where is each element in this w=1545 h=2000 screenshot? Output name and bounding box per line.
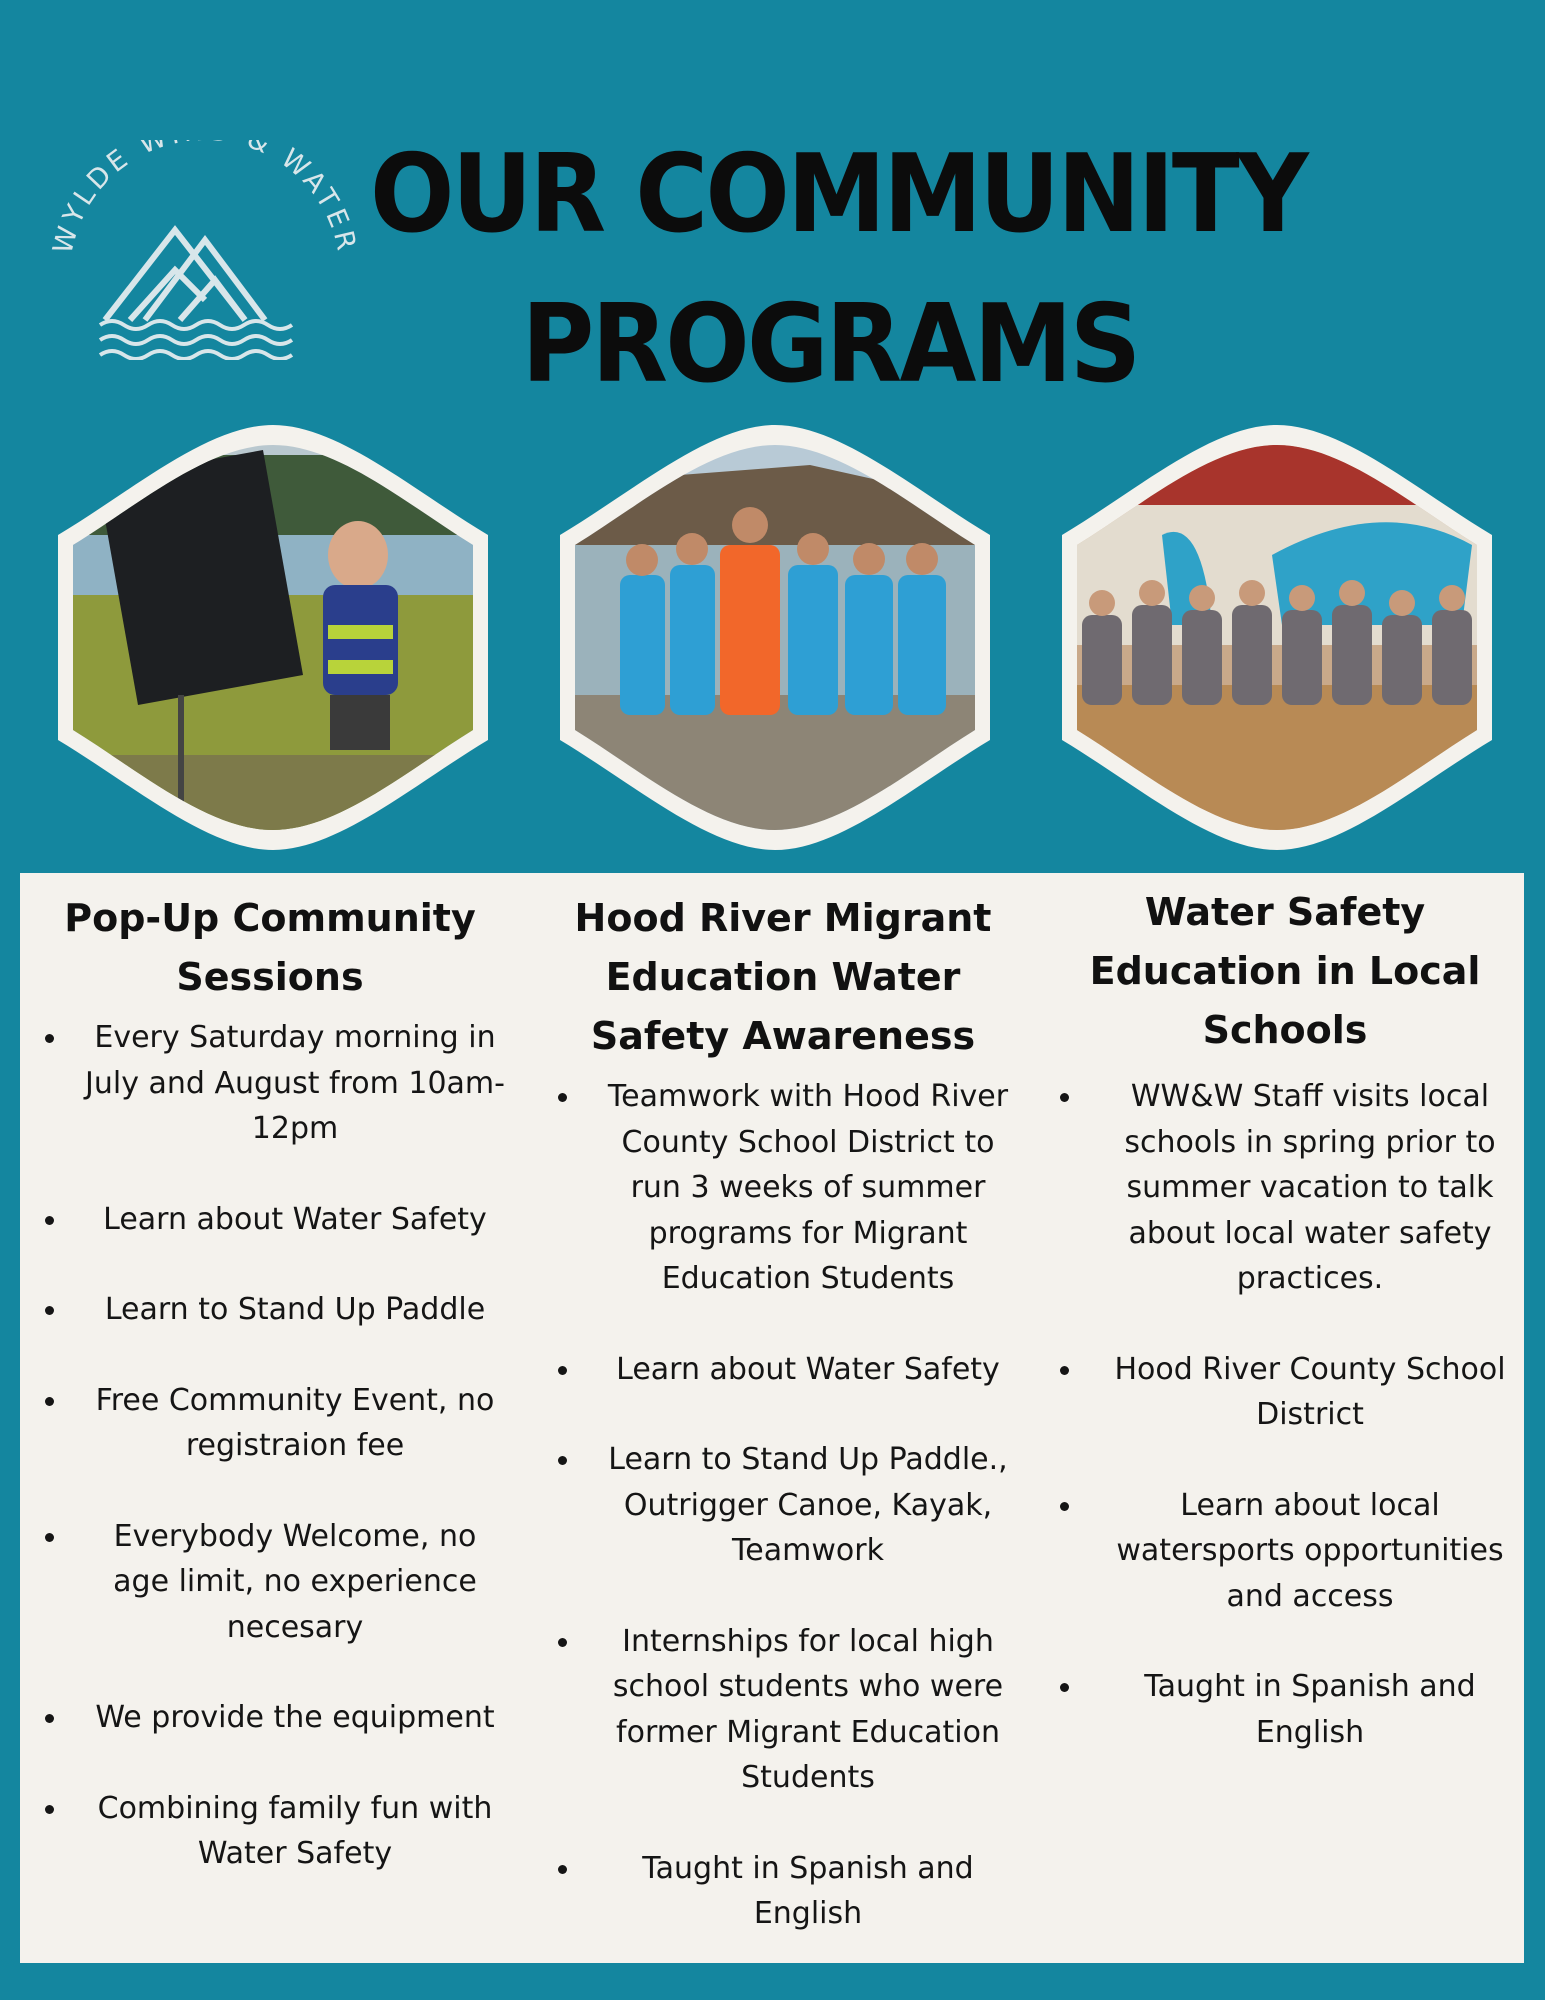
bullet-icon [45,1805,54,1814]
list-item-text: We provide the equipment [95,1700,495,1735]
bullet-icon [45,1306,54,1315]
list-item [1050,1483,1520,1620]
list-item-text: Taught in Spanish and English [1144,1669,1476,1750]
logo-text: WYLDE W & WATER [47,140,360,257]
list-item [35,1514,505,1651]
list-item-text: Everybody Welcome, no age limit, no experience necesary [113,1518,477,1645]
bullet-icon [1060,1683,1069,1692]
list-item [548,1074,1018,1302]
program-list [35,1015,505,1877]
list-item-text: Hood River County School District [1114,1351,1506,1432]
program-heading: Hood River Migrant Education Water Safety Awareness [574,896,992,1058]
list-item-text: Every Saturday morning in July and August from 10am-12pm [85,1020,505,1146]
list-item-text: WW&W Staff visits local schools in spring prior to summer vacation to talk about local water safety practices. [1124,1079,1496,1296]
bullet-icon [45,1216,54,1225]
brand-logo [30,140,360,360]
list-item [1050,1074,1520,1302]
bullet-icon [558,1456,567,1465]
program-heading: Pop-Up Community Sessions [64,896,476,999]
program-migrant-education [548,889,1018,1982]
list-item-text: Teamwork with Hood River County School District to run 3 weeks of summer programs for Migrant Education Students [607,1079,1009,1296]
list-item [1050,1347,1520,1438]
list-item [548,1846,1018,1937]
list-item [35,1378,505,1469]
program-popup-sessions [35,889,505,1922]
bullet-icon [1060,1093,1069,1102]
program-heading: Water Safety Education in Local Schools [1089,890,1481,1052]
list-item [548,1437,1018,1574]
photo-local-schools [1062,425,1492,850]
bullet-icon [1060,1366,1069,1375]
program-local-schools [1050,883,1520,1800]
list-item [35,1786,505,1877]
list-item [35,1695,505,1741]
title-line-1: OUR COMMUNITY [370,132,1307,257]
list-item-text: Learn about local watersports opportunities and access [1116,1487,1504,1614]
bullet-icon [1060,1502,1069,1511]
page-title [370,120,1307,420]
bullet-icon [558,1638,567,1647]
mountain-waves-icon [30,140,360,360]
bullet-icon [45,1397,54,1406]
list-item [35,1197,505,1243]
photo-popup-session [58,425,488,850]
bullet-icon [45,1533,54,1542]
list-item-text: Learn to Stand Up Paddle., Outrigger Canoe, Kayak, Teamwork [608,1442,1008,1568]
list-item [1050,1664,1520,1755]
program-list [1050,1074,1520,1755]
list-item [35,1015,505,1152]
program-list [548,1074,1018,1937]
list-item [548,1347,1018,1393]
programs-panel [20,873,1524,1963]
list-item-text: Taught in Spanish and English [642,1850,974,1931]
photo-popup-session-sign-child [58,425,488,850]
photo-group-of-students-by-river [560,425,990,850]
list-item-text: Learn about Water Safety [103,1201,487,1237]
bullet-icon [558,1093,567,1102]
list-item-text: Learn about Water Safety [616,1351,1000,1387]
photo-students-in-gym-with-wing-kites [1062,425,1492,850]
list-item-text: Internships for local high school students who were former Migrant Education Students [612,1623,1004,1795]
list-item-text: Combining family fun with Water Safety [97,1790,493,1871]
bullet-icon [558,1865,567,1874]
bullet-icon [45,1034,54,1043]
list-item-text: Learn to Stand Up Paddle [104,1292,486,1327]
title-line-2: PROGRAMS [521,282,1139,407]
bullet-icon [45,1714,54,1723]
list-item [35,1287,505,1333]
list-item-text: Free Community Event, no registraion fee [95,1382,495,1463]
list-item [548,1619,1018,1801]
photo-migrant-education [560,425,990,850]
bullet-icon [558,1366,567,1375]
